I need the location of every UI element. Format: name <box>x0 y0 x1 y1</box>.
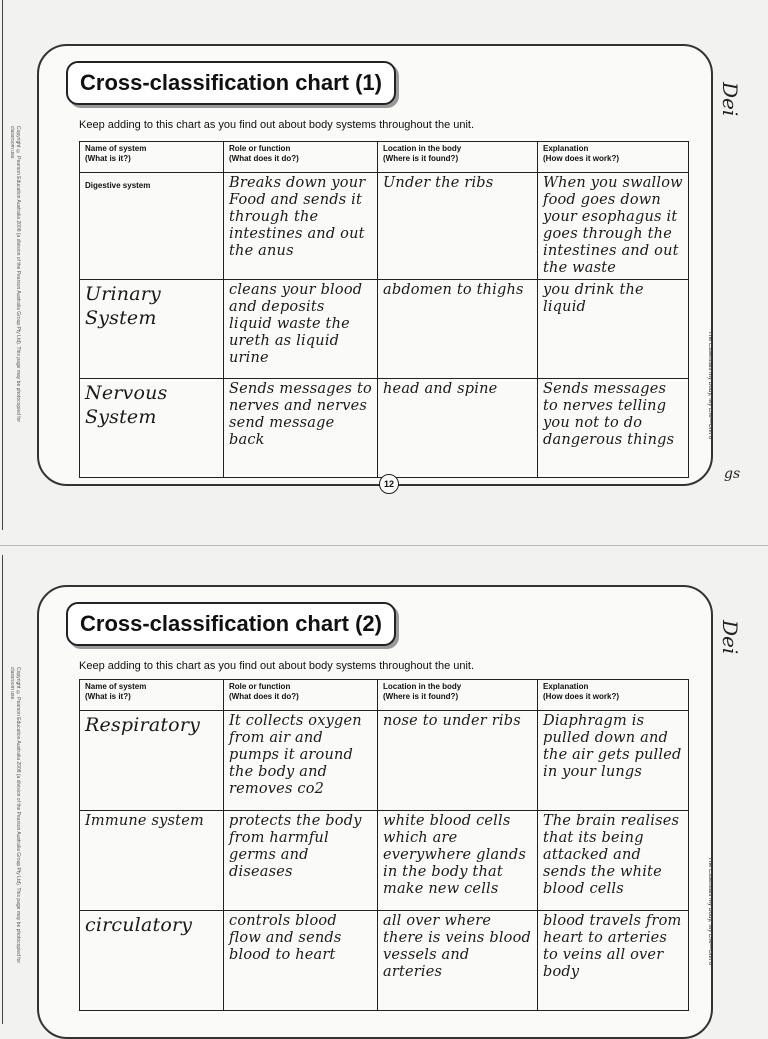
col-header-explanation: Explanation (How does it work?) <box>538 680 689 711</box>
spine-text: The Essentials My Body, My Life—Unit 6 <box>707 857 713 966</box>
col-header-location: Location in the body (Where is it found?) <box>378 142 538 173</box>
col-header-name: Name of system (What is it?) <box>80 142 224 173</box>
cell-location: all over where there is veins blood vessels and arteries <box>378 911 538 1011</box>
cell-explanation: you drink the liquid <box>538 280 689 379</box>
cell-name: circulatory <box>80 911 224 1011</box>
col-header-explanation: Explanation (How does it work?) <box>538 142 689 173</box>
cell-explanation: blood travels from heart to arteries to veins all over body <box>538 911 689 1011</box>
cell-explanation: Sends messages to nerves telling you not to do dangerous things <box>538 379 689 478</box>
instructions: Keep adding to this chart as you find out about body systems throughout the unit. <box>79 660 475 672</box>
table-row <box>80 173 689 280</box>
cell-role: protects the body from harmful germs and diseases <box>224 811 378 911</box>
classification-table <box>79 141 689 478</box>
table-header-row <box>80 142 689 173</box>
overflow-handwriting: gs <box>724 466 741 482</box>
cell-role: controls blood flow and sends blood to heart <box>224 911 378 1011</box>
cell-name: Nervous System <box>80 379 224 478</box>
handwritten-initials: Dei <box>718 620 742 655</box>
cell-role: It collects oxygen from air and pumps it around the body and removes co2 <box>224 711 378 811</box>
cell-name: Urinary System <box>80 280 224 379</box>
table-row <box>80 711 689 811</box>
cell-location: nose to under ribs <box>378 711 538 811</box>
worksheet-page-2 <box>9 585 713 1039</box>
copyright-notice: Copyright © Pearson Education Australia 2008 (a division of the Pearson Australia Group Pty Ltd). This page may be photocopied for classroom use. <box>9 667 21 964</box>
table-row <box>80 811 689 911</box>
cell-explanation: The brain realises that its being attacked and sends the white blood cells <box>538 811 689 911</box>
cell-name: Respiratory <box>80 711 224 811</box>
page-number: 12 <box>379 474 399 494</box>
cell-location: abdomen to thighs <box>378 280 538 379</box>
page-separator <box>0 545 768 546</box>
cell-name: Digestive system <box>80 173 224 280</box>
copyright-notice: Copyright © Pearson Education Australia 2008 (a division of the Pearson Australia Group Pty Ltd). This page may be photocopied for classroom use. <box>9 126 21 423</box>
table-row <box>80 280 689 379</box>
scan-edge-line <box>2 0 3 530</box>
page-title: Cross-classification chart (2) <box>66 602 396 646</box>
col-header-location: Location in the body (Where is it found?) <box>378 680 538 711</box>
instructions: Keep adding to this chart as you find out about body systems throughout the unit. <box>79 119 475 131</box>
col-header-name: Name of system (What is it?) <box>80 680 224 711</box>
scan-edge-line <box>2 555 3 1024</box>
cell-location: white blood cells which are everywhere glands in the body that make new cells <box>378 811 538 911</box>
cell-role: Breaks down your Food and sends it through the intestines and out the anus <box>224 173 378 280</box>
cell-explanation: When you swallow food goes down your esophagus it goes through the intestines and out the waste <box>538 173 689 280</box>
cell-role: cleans your blood and deposits liquid waste the ureth as liquid urine <box>224 280 378 379</box>
worksheet-page-1 <box>9 44 713 489</box>
col-header-role: Role or function (What does it do?) <box>224 142 378 173</box>
spine-text: The Essentials My Body, My Life—Unit 6 <box>707 331 713 440</box>
page-title: Cross-classification chart (1) <box>66 61 396 105</box>
cell-location: head and spine <box>378 379 538 478</box>
handwritten-initials: Dei <box>718 82 742 117</box>
cell-location: Under the ribs <box>378 173 538 280</box>
cell-name: Immune system <box>80 811 224 911</box>
cell-explanation: Diaphragm is pulled down and the air gets pulled in your lungs <box>538 711 689 811</box>
cell-role: Sends messages to nerves and nerves send message back <box>224 379 378 478</box>
table-row <box>80 379 689 478</box>
table-row <box>80 911 689 1011</box>
col-header-role: Role or function (What does it do?) <box>224 680 378 711</box>
table-header-row <box>80 680 689 711</box>
classification-table <box>79 679 689 1011</box>
